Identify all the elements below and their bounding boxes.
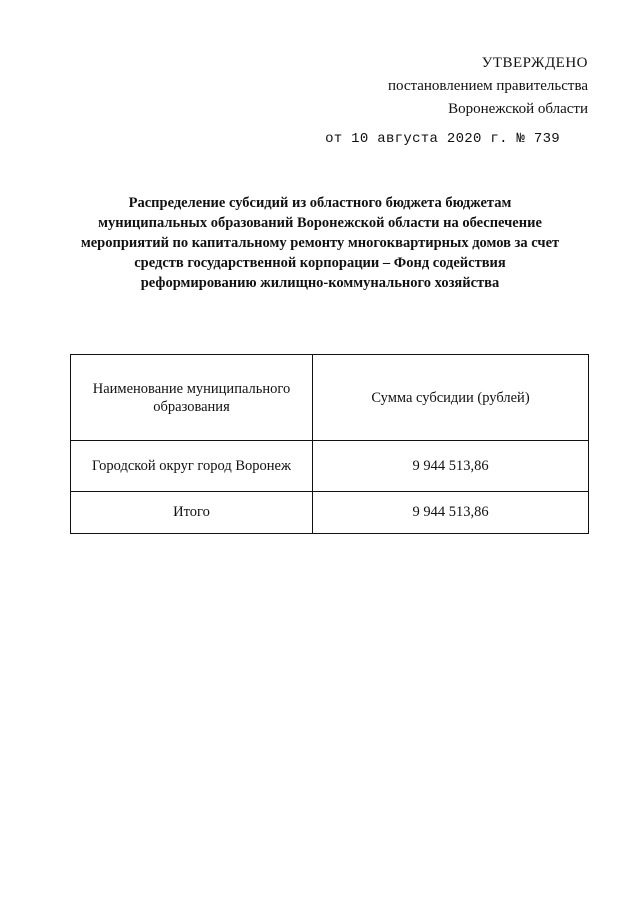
subsidy-table: [70, 354, 589, 534]
approval-block: [325, 52, 588, 151]
approval-heading: УТВЕРЖДЕНО: [481, 55, 588, 71]
title-line: средств государственной корпорации – Фонд содействия: [134, 255, 506, 271]
approval-line-resolution: постановлением правительства: [387, 78, 588, 94]
cell-amount: 9 944 513,86: [313, 441, 589, 492]
title-line: мероприятий по капитальному ремонту многоквартирных домов за счет: [80, 235, 560, 251]
document-title: [72, 193, 568, 293]
title-line: муниципальных образований Воронежской области на обеспечение: [98, 215, 542, 231]
cell-municipality: Городской округ город Воронеж: [71, 441, 313, 492]
table-row: [71, 441, 589, 492]
cell-total-amount: 9 944 513,86: [313, 492, 589, 534]
table-header-row: [71, 355, 589, 441]
approval-line-region: Воронежской области: [448, 101, 588, 117]
table-row-total: [71, 492, 589, 534]
title-line: Распределение субсидий из областного бюджета бюджетам: [128, 195, 512, 211]
header-subsidy-amount: Сумма субсидии (рублей): [313, 355, 589, 441]
approval-date: от 10 августа 2020 г. № 739: [325, 131, 560, 147]
title-line: реформированию жилищно-коммунального хозяйства: [140, 275, 500, 291]
header-municipality: Наименование муниципального образования: [71, 355, 313, 441]
cell-total-label: Итого: [71, 492, 313, 534]
